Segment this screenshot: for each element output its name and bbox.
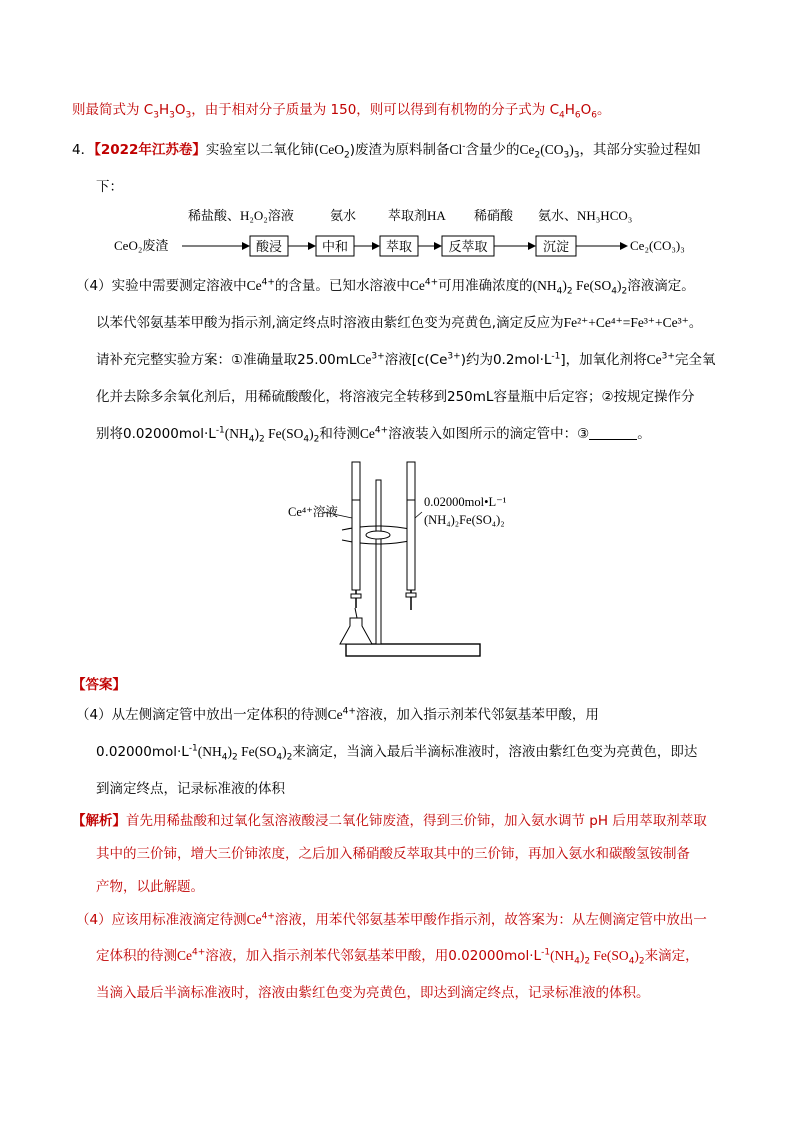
subscript: 2 [259, 434, 265, 445]
formula-part: C [143, 102, 154, 118]
titration-apparatus-figure [280, 460, 540, 665]
formula-part: H [158, 102, 170, 118]
stand-base [346, 644, 480, 656]
analysis-line-2 [96, 844, 690, 864]
reagent-label: 稀盐酸、H₂O₂溶液 [188, 208, 294, 223]
formula-part: Ce [646, 352, 662, 367]
text: 产物，以此解题。 [96, 879, 204, 895]
formula-part: (NH [197, 744, 222, 759]
formula-part: O [580, 102, 592, 118]
text: 0.02000mol·L [448, 948, 542, 964]
step-label: 酸浸 [255, 239, 283, 254]
text: 溶液滴定。 [627, 278, 695, 294]
formula-part: ) [569, 142, 574, 157]
formula-part: Ce [246, 912, 262, 927]
subscript: 4 [556, 286, 563, 297]
reagent-label: 氨水 [330, 208, 357, 223]
text: ，其部分实验过程如 [579, 142, 701, 158]
flow-arrow [182, 242, 250, 250]
text: 来滴定，当滴入最后半滴标准液时，溶液由紫红色变为亮黄色，即达 [292, 744, 698, 760]
stand-rod [376, 480, 381, 644]
subscript: 2 [621, 286, 628, 297]
subscript: 4 [276, 752, 283, 763]
answer-line-2 [96, 742, 697, 762]
flow-end-label: Ce₂(CO₃)₃ [630, 238, 685, 253]
part4-line-1 [76, 276, 695, 296]
superscript: 4+ [192, 947, 206, 958]
text: 含量少的 [465, 142, 520, 158]
subscript: 3 [169, 110, 175, 121]
part4-line-3 [96, 350, 715, 370]
subscript: 3 [153, 110, 159, 121]
text: 其中的三价铈，增大三价铈浓度，之后加入稀硝酸反萃取其中的三价铈，再加入氨水和碳酸氢铵制备 [96, 846, 690, 862]
subscript: 2 [566, 286, 573, 297]
superscript: -1 [541, 947, 551, 958]
superscript: 3+ [371, 351, 385, 362]
text: 定体积的待测 [96, 948, 177, 964]
text: 以苯代邻氨基苯甲酸为指示剂,滴定终点时溶液由紫红色变为亮黄色,滴定反应为 [96, 315, 564, 331]
subscript: 2 [343, 150, 350, 161]
flow-arrow [418, 242, 442, 250]
text: 溶液[c(Ce [384, 352, 448, 368]
text: 溶液，加入指示剂苯代邻氨基苯甲酸，用 [205, 948, 449, 964]
flow-start-label: CeO₂废渣 [114, 238, 169, 253]
formula-part: (NH [550, 948, 575, 963]
step-label: 沉淀 [542, 239, 570, 254]
text: 。 [637, 426, 651, 442]
analysis-part4-line-3 [96, 983, 650, 1003]
formula-part: H [564, 102, 575, 118]
step-label: 萃取 [385, 239, 413, 254]
text: 0.02000mol·L [96, 744, 189, 760]
formula-part: Fe(SO [590, 948, 629, 963]
formula-part: ) [579, 948, 585, 963]
reagent-label: 萃取剂HA [388, 208, 446, 223]
right-burette-label-salt: (NH₄)₂Fe(SO₄)₂ [424, 513, 505, 527]
question-line-2 [96, 177, 123, 197]
text: 下： [96, 179, 123, 195]
subscript: 6 [591, 110, 598, 121]
conical-flask [340, 618, 372, 644]
leader-line [415, 512, 422, 518]
burette-clamp [366, 531, 390, 539]
analysis-part4-line-2 [96, 946, 699, 966]
formula-part: ) [617, 278, 622, 293]
text: 可用准确浓度的 [438, 278, 533, 294]
superscript: 3+ [447, 351, 461, 362]
flow-arrow [354, 242, 380, 250]
analysis-line-1 [72, 811, 707, 831]
answer-blank[interactable] [589, 425, 637, 440]
superscript: 4+ [424, 277, 439, 288]
text: 溶液装入如图所示的滴定管中：③ [388, 426, 590, 442]
text: 【答案】 [72, 677, 126, 693]
formula-part: Ce [327, 707, 343, 722]
analysis-header: 【解析】 [72, 813, 126, 829]
superscript: 4+ [261, 277, 275, 288]
question-line-1 [72, 140, 701, 160]
subscript: 3 [573, 150, 580, 161]
text: )约为0.2mol·L [460, 352, 552, 368]
formula-part: Ce [177, 948, 192, 963]
step-label: 反萃取 [448, 239, 488, 254]
formula-part: CeO [319, 142, 344, 157]
text: （4）从左侧滴定管中放出一定体积的待测 [76, 707, 328, 723]
answer-line-3 [96, 779, 285, 799]
subscript: 3 [185, 110, 192, 121]
formula-part: C [549, 102, 560, 118]
subscript: 2 [534, 150, 541, 161]
formula-part: O [174, 102, 186, 118]
superscript: -1 [188, 743, 198, 754]
text: 溶液，用苯代邻氨基苯甲酸作指示剂，故答案为：从左侧滴定管中放出一 [274, 912, 707, 928]
answer-header [72, 675, 126, 695]
formula-part: ) [282, 744, 287, 759]
text: 来滴定， [644, 948, 699, 964]
text: ]，加氧化剂将 [560, 352, 647, 368]
formula-part: ) [254, 426, 260, 441]
text: 到滴定终点，记录标准液的体积 [96, 781, 285, 797]
formula-part: Cl [449, 142, 463, 157]
text: 。 [597, 102, 611, 118]
analysis-part4-line-1 [76, 910, 707, 930]
text: 化并去除多余氧化剂后，用稀硫酸酸化，将溶液完全转移到250mL容量瓶中后定容；②按规定操作分 [96, 389, 695, 405]
text: （4）实验中需要测定溶液中 [76, 278, 247, 294]
right-burette [406, 462, 416, 610]
text: 实验室以二氧化铈( [205, 142, 320, 158]
subscript: 2 [313, 434, 320, 445]
subscript: 6 [574, 110, 581, 121]
text: 完全氧 [674, 352, 716, 368]
formula-part: ) [634, 948, 639, 963]
text: ，由于相对分子质量为 150，则可以得到有机物的分子式为 [191, 102, 550, 118]
formula-part: Fe(SO [237, 744, 277, 759]
flow-arrow [576, 242, 628, 250]
formula-part: Ce [356, 352, 372, 367]
formula-part: (NH [532, 278, 557, 293]
formula-part: ) [309, 426, 314, 441]
text: 和待测 [319, 426, 360, 442]
text: 首先用稀盐酸和过氧化氢溶液酸浸二氧化铈废渣，得到三价铈，加入氨水调节 pH 后用萃取剂萃取 [126, 813, 707, 829]
answer-line-1 [76, 705, 599, 725]
reaction-equation: Fe²⁺+Ce⁴⁺=Fe³⁺+Ce³⁺ [563, 315, 689, 330]
subscript: 4 [628, 956, 635, 967]
subscript: 3 [563, 150, 570, 161]
subscript: 4 [248, 434, 255, 445]
superscript: 3+ [661, 351, 675, 362]
text: 溶液，加入指示剂苯代邻氨基苯甲酸，用 [355, 707, 599, 723]
formula-part: ) [227, 744, 233, 759]
part4-line-4 [96, 387, 695, 407]
subscript: 2 [286, 752, 293, 763]
left-burette-label: Ce⁴⁺溶液 [288, 505, 338, 519]
reagent-label: 稀硝酸 [474, 208, 514, 223]
question-source: 【2022年江苏卷】 [94, 142, 206, 158]
right-burette-label-conc: 0.02000mol•L⁻¹ [424, 495, 507, 509]
text: （4）应该用标准液滴定待测 [76, 912, 247, 928]
subscript: 2 [232, 752, 238, 763]
text: )废渣为原料制备 [349, 142, 450, 158]
formula-part: Fe(SO [264, 426, 304, 441]
flow-arrow [494, 242, 536, 250]
text: 的含量。已知水溶液中 [274, 278, 410, 294]
subscript: 4 [559, 110, 565, 121]
formula-part: Ce [359, 426, 375, 441]
superscript: -1 [215, 425, 225, 436]
analysis-line-3 [96, 877, 204, 897]
subscript: 4 [611, 286, 617, 297]
superscript: 4+ [261, 911, 275, 922]
superscript: -1 [551, 351, 561, 362]
formula-part: Ce [409, 278, 425, 293]
question-number: 4． [72, 142, 95, 158]
step-label: 中和 [321, 239, 349, 254]
superscript: 4+ [374, 425, 389, 436]
subscript: 2 [584, 956, 591, 967]
previous-answer-line [72, 100, 611, 120]
subscript: 4 [303, 434, 310, 445]
subscript: 2 [638, 956, 645, 967]
part4-line-2 [96, 313, 702, 333]
text: 当滴入最后半滴标准液时，溶液由紫红色变为亮黄色，即达到滴定终点，记录标准液的体积。 [96, 985, 650, 1001]
formula-part: Fe(SO [572, 278, 612, 293]
part4-line-5 [96, 424, 651, 444]
flow-arrow [288, 242, 316, 250]
text: 则最简式为 [72, 102, 144, 118]
superscript: 4+ [342, 706, 356, 717]
formula-part: Ce [246, 278, 262, 293]
process-flow-diagram [110, 202, 710, 264]
formula-part: (CO [540, 142, 564, 157]
formula-part: Ce [519, 142, 535, 157]
superscript: - [462, 141, 466, 152]
formula-part: (NH [224, 426, 249, 441]
text: 请补充完整实验方案：①准确量取25.00mL [96, 352, 357, 368]
text: 别将0.02000mol·L [96, 426, 216, 442]
subscript: 4 [574, 956, 580, 967]
text: 。 [688, 315, 703, 331]
formula-part: ) [562, 278, 567, 293]
subscript: 4 [221, 752, 228, 763]
reagent-label: 氨水、NH₃HCO₃ [538, 208, 633, 223]
left-burette [351, 462, 361, 618]
